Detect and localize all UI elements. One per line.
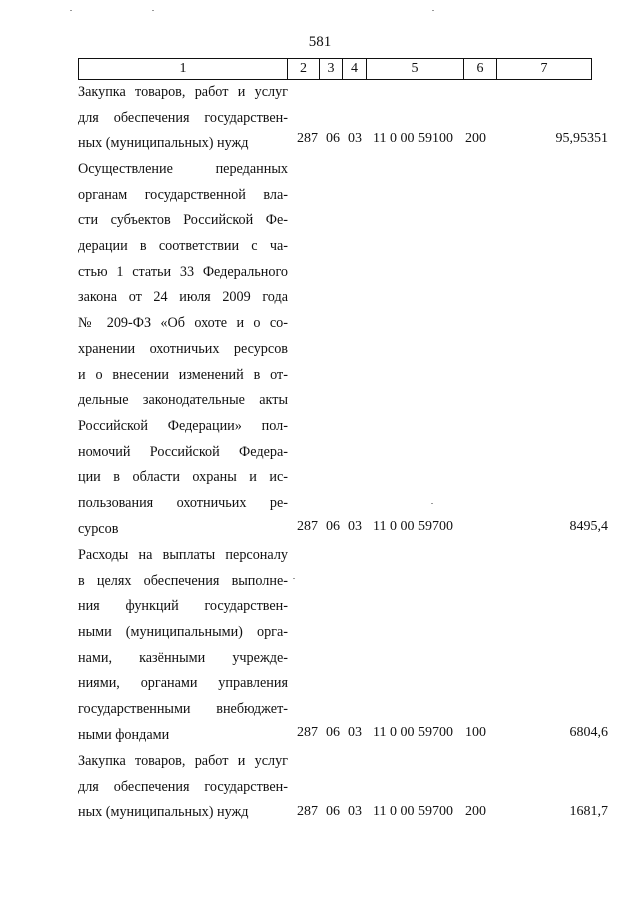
desc-line: для обеспечения государствен- [78, 778, 288, 795]
header-col-6: 6 [464, 59, 497, 79]
header-col-3: 3 [320, 59, 343, 79]
desc-line: номочий Российской Федера- [78, 443, 288, 460]
col-6-value: 200 [465, 804, 486, 819]
desc-line: ния функций государствен- [78, 598, 288, 615]
col-2-value: 287 [297, 131, 318, 146]
col-3-value: 06 [326, 725, 340, 740]
desc-line: хранении охотничьих ресурсов [78, 340, 288, 357]
desc-line: ных (муниципальных) нужд [78, 135, 249, 152]
desc-line: ниями, органами управления [78, 675, 288, 692]
col-5-value: 11 0 00 59100 [373, 131, 453, 146]
desc-line: Осуществление переданных [78, 161, 288, 177]
desc-line: органам государственной вла- [78, 186, 288, 203]
header-col-7: 7 [497, 59, 592, 79]
col-6-value: 100 [465, 725, 486, 740]
desc-line: Закупка товаров, работ и услуг [78, 753, 288, 769]
desc-line: сурсов [78, 520, 119, 537]
row-description [78, 157, 288, 542]
col-2-value: 287 [297, 519, 318, 534]
header-col-5: 5 [367, 59, 464, 79]
row-description [78, 543, 288, 749]
desc-line: дельные законодательные акты [78, 392, 288, 409]
desc-line: стью 1 статьи 33 Федерального [78, 263, 288, 280]
scan-speck [432, 10, 434, 11]
desc-line: ными фондами [78, 726, 170, 743]
col-4-value: 03 [348, 131, 362, 146]
header-col-1: 1 [78, 59, 288, 79]
col-4-value: 03 [348, 725, 362, 740]
desc-line: сти субъектов Российской Фе- [78, 212, 288, 229]
col-7-value: 8495,4 [569, 519, 608, 534]
desc-line: Закупка товаров, работ и услуг [78, 84, 288, 100]
col-5-value: 11 0 00 59700 [373, 725, 453, 740]
desc-line: дерации в соответствии с ча- [78, 238, 288, 255]
desc-line: и о внесении изменений в от- [78, 366, 288, 383]
col-7-value: 1681,7 [569, 804, 608, 819]
desc-line: в целях обеспечения выполне- [78, 572, 288, 589]
desc-line: Расходы на выплаты персоналу [78, 547, 288, 563]
col-3-value: 06 [326, 804, 340, 819]
col-5-value: 11 0 00 59700 [373, 804, 453, 819]
scan-speck [293, 578, 295, 579]
col-6-value: 200 [465, 131, 486, 146]
table-header [78, 58, 592, 80]
desc-line: № 209-ФЗ «Об охоте и о со- [78, 315, 288, 332]
header-col-4: 4 [343, 59, 367, 79]
col-4-value: 03 [348, 519, 362, 534]
col-7-value: 95,95351 [555, 131, 608, 146]
desc-line: закона от 24 июля 2009 года [78, 289, 288, 306]
scan-speck [70, 10, 72, 11]
col-3-value: 06 [326, 519, 340, 534]
col-3-value: 06 [326, 131, 340, 146]
col-4-value: 03 [348, 804, 362, 819]
scan-speck [431, 503, 433, 504]
row-description [78, 80, 288, 157]
col-5-value: 11 0 00 59700 [373, 519, 453, 534]
desc-line: пользования охотничьих ре- [78, 494, 288, 511]
header-col-2: 2 [288, 59, 320, 79]
desc-line: Российской Федерации» пол- [78, 417, 288, 434]
col-2-value: 287 [297, 804, 318, 819]
desc-line: для обеспечения государствен- [78, 109, 288, 126]
page-number: 581 [308, 34, 332, 50]
col-7-value: 6804,6 [569, 725, 608, 740]
desc-line: ции в области охраны и ис- [78, 469, 288, 486]
row-description [78, 749, 288, 826]
desc-line: нами, казёнными учрежде- [78, 649, 288, 666]
desc-line: ными (муниципальными) орга- [78, 624, 288, 641]
scan-speck [152, 10, 154, 11]
desc-line: государственными внебюджет- [78, 701, 288, 718]
desc-line: ных (муниципальных) нужд [78, 804, 249, 821]
col-2-value: 287 [297, 725, 318, 740]
